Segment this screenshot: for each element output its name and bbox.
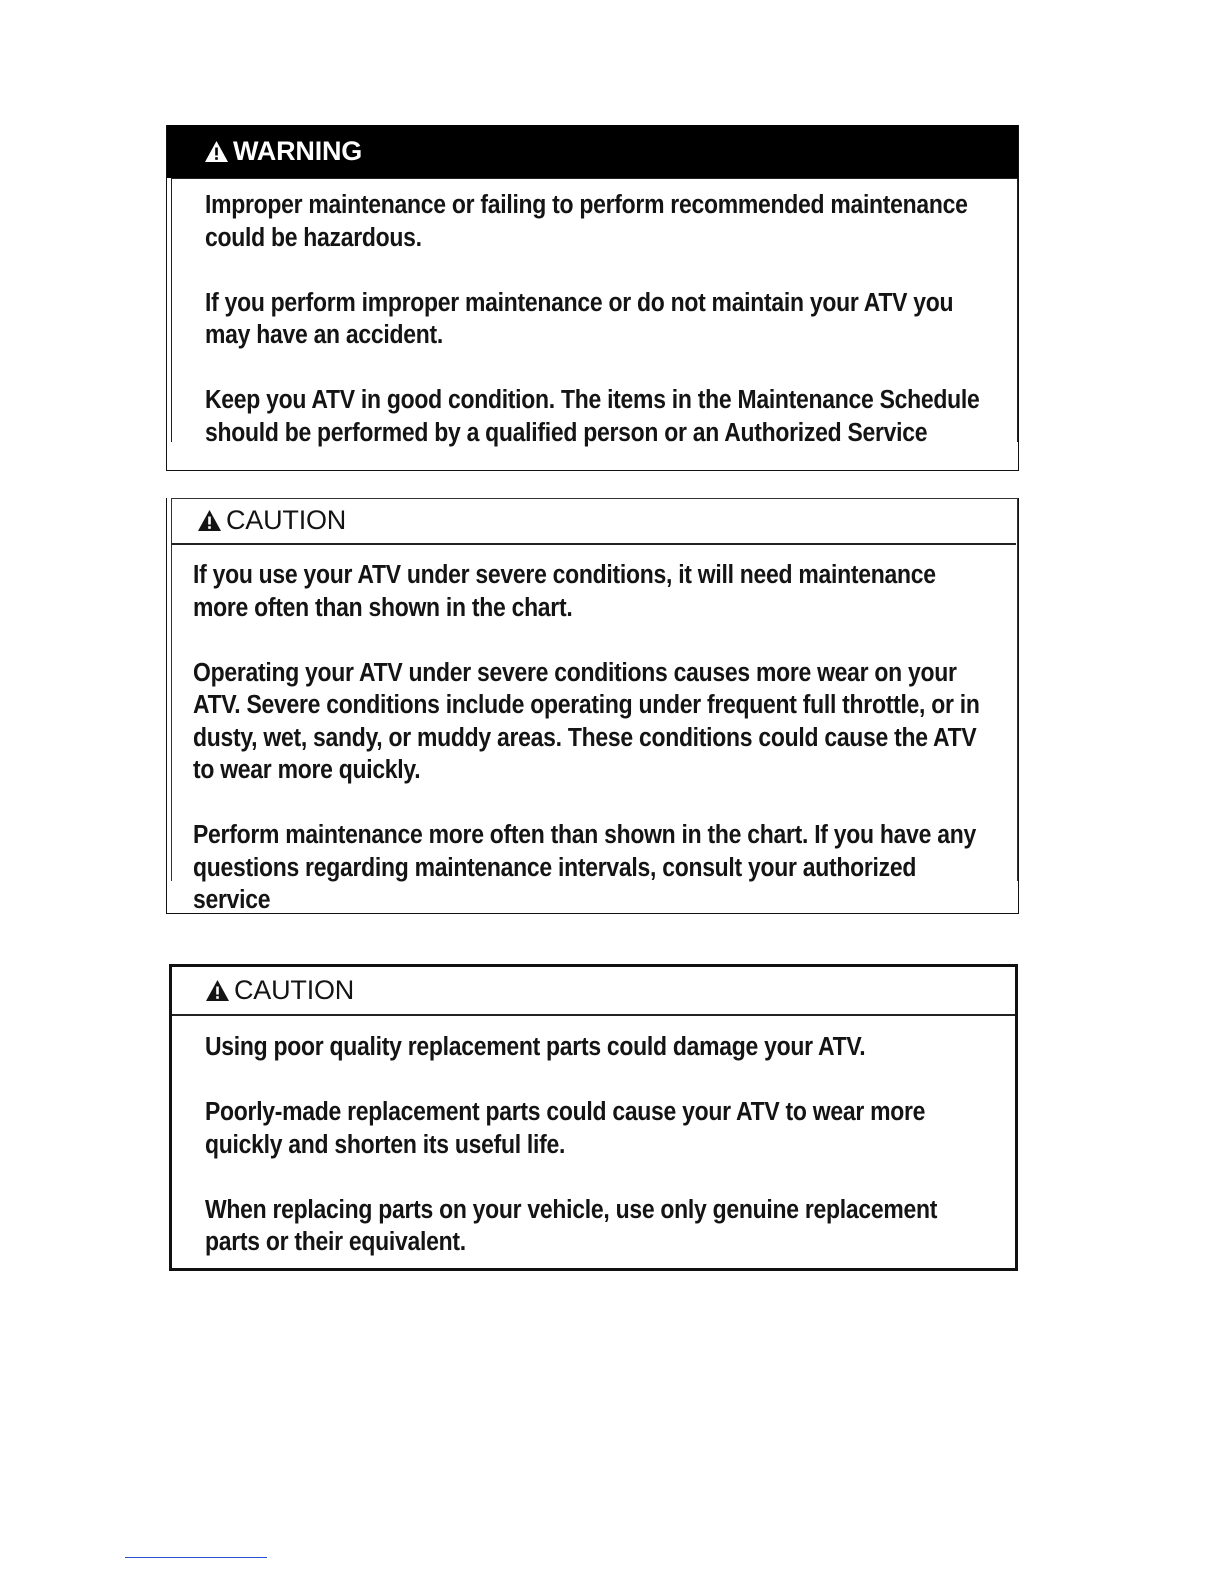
warning-paragraph: Keep you ATV in good condition. The items in the Maintenance Schedule should be performed by a qualified person or an Authorized Service <box>205 386 980 447</box>
warning-triangle-icon <box>205 979 230 1002</box>
caution-body <box>193 559 985 914</box>
warning-notice <box>166 125 1019 471</box>
caution-paragraph: Using poor quality replacement parts could damage your ATV. <box>205 1033 866 1061</box>
caution-paragraph: When replacing parts on your vehicle, use only genuine replacement parts or their equivalent. <box>205 1195 938 1256</box>
warning-paragraph: If you perform improper maintenance or do not maintain your ATV you may have an accident. <box>205 288 954 349</box>
caution-title: CAUTION <box>234 975 355 1005</box>
caution-paragraph: Perform maintenance more often than shown in the chart. If you have any questions regarding maintenance intervals, consult your authorized service <box>193 821 976 914</box>
warning-triangle-icon <box>204 140 229 163</box>
footnote-separator-line <box>125 1557 267 1558</box>
caution-notice-severe-conditions <box>166 498 1019 914</box>
caution-paragraph: If you use your ATV under severe conditions, it will need maintenance more often than shown in the chart. <box>193 561 936 622</box>
caution-paragraph: Operating your ATV under severe conditions causes more wear on your ATV. Severe conditions include operating under frequent full throttle, or in dusty, wet, sandy, or muddy areas. These conditions could cause the ATV to wear more quickly. <box>193 658 980 784</box>
caution-header <box>171 498 1016 545</box>
warning-header <box>167 125 1018 178</box>
warning-paragraph: Improper maintenance or failing to perform recommended maintenance could be hazardous. <box>205 191 968 252</box>
caution-body <box>205 1031 997 1259</box>
caution-header <box>172 967 1015 1016</box>
caution-notice-replacement-parts <box>169 964 1018 1271</box>
warning-triangle-icon <box>197 509 222 532</box>
caution-paragraph: Poorly-made replacement parts could cause your ATV to wear more quickly and shorten its useful life. <box>205 1098 926 1159</box>
caution-title: CAUTION <box>226 505 347 535</box>
warning-body <box>205 189 988 447</box>
warning-title: WARNING <box>233 136 363 166</box>
